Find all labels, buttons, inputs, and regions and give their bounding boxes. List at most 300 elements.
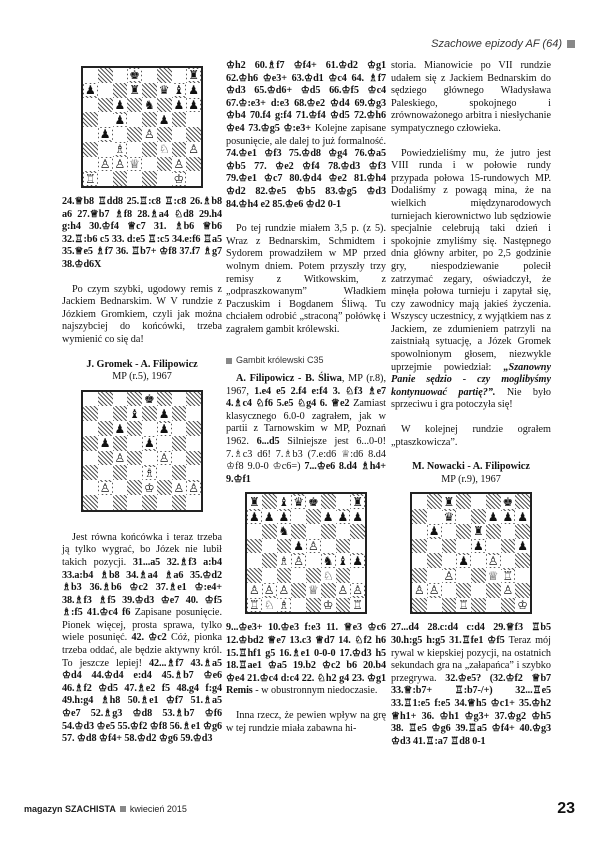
text-run: Teraz mój rywal w kiepskiej pozycji, na ostatnich sekundach gra na „załapańca” i szybko przegrywa. <box>391 635 551 684</box>
board-square <box>157 495 172 510</box>
board-square <box>321 568 336 583</box>
board-square <box>157 83 172 98</box>
board-square <box>427 583 442 598</box>
board-square <box>83 436 98 451</box>
black-king-icon: ♚ <box>307 494 319 509</box>
board-square <box>83 157 98 172</box>
black-knight-icon: ♞ <box>322 553 334 568</box>
board-square <box>113 68 128 83</box>
board-square <box>186 451 201 466</box>
board-square <box>113 127 128 142</box>
board-square <box>172 98 187 113</box>
board-square <box>186 171 201 186</box>
board-square <box>471 598 486 613</box>
board-square <box>456 494 471 509</box>
board-square <box>427 509 442 524</box>
board-square <box>113 465 128 480</box>
board-square <box>486 553 501 568</box>
paragraph <box>62 532 222 746</box>
board-square <box>83 171 98 186</box>
board-square <box>172 68 187 83</box>
board-square <box>471 524 486 539</box>
board-square <box>291 568 306 583</box>
moves: 42...♗f7 43.♗a5 ♔d4 44.♔d4 e:d4 45.♗b7 ♔e6 46.♗f2 ♔d5 47.♗e2 f5 48.g4 f:g4 49.h:g4 ♗h8 50.♗e1 ♔f7 51.♗a5 ♔e7 52.♗g3 ♔d8 53.♗b7 ♔f6 54.♔d3 ♔e5 55.♔f2 ♔f8 56.♗e1 ♔g6 57. ♔d8 ♔f4+ 58.♔d2 ♔g6 59.♔d3 <box>62 657 223 745</box>
board-square <box>486 524 501 539</box>
board-square <box>172 157 187 172</box>
moves: 27...d4 28.c:d4 c:d4 29.♕f3 ♖b5 30.h:g5 h:g5 31.♖fe1 ♔f5 <box>391 622 551 646</box>
black-rook-icon: ♜ <box>352 494 363 509</box>
board-square <box>321 524 336 539</box>
black-pawn-icon: ♟ <box>99 436 111 451</box>
white-bishop-icon: ♗ <box>278 553 290 568</box>
board-square <box>172 495 187 510</box>
board-square <box>306 524 321 539</box>
board-square <box>262 598 277 613</box>
board-square <box>172 83 187 98</box>
white-rook-icon: ♖ <box>84 171 96 186</box>
result: Remis <box>226 685 253 697</box>
white-pawn-icon: ♙ <box>428 583 440 598</box>
board-square <box>113 171 128 186</box>
board-square <box>142 480 157 495</box>
board-square <box>291 524 306 539</box>
board-square <box>412 524 427 539</box>
board-square <box>350 524 365 539</box>
board-square <box>262 553 277 568</box>
paragraph: Po czym szybki, ugodowy remis z Jackiem Bednarskim. W V rundzie z Józkiem Gromkiem, czyli jak można najszybciej do końcówki, trzeba wymienić co się da! <box>62 283 222 345</box>
black-rook-icon: ♜ <box>443 494 455 509</box>
black-pawn-icon: ♟ <box>517 539 528 554</box>
black-pawn-icon: ♟ <box>99 127 111 142</box>
black-pawn-icon: ♟ <box>173 97 185 112</box>
board-square <box>157 171 172 186</box>
board-square <box>262 539 277 554</box>
board-square <box>113 142 128 157</box>
board-square <box>247 598 262 613</box>
board-square <box>172 127 187 142</box>
white-rook-icon: ♖ <box>352 598 363 613</box>
board-square <box>98 112 113 127</box>
board-square <box>350 553 365 568</box>
white-pawn-icon: ♙ <box>248 583 260 598</box>
board-square <box>306 583 321 598</box>
board-square <box>98 98 113 113</box>
black-pawn-icon: ♟ <box>293 539 304 554</box>
board-square <box>83 127 98 142</box>
black-pawn-icon: ♟ <box>352 509 363 524</box>
board-square <box>186 465 201 480</box>
board-square <box>142 157 157 172</box>
board-square <box>291 583 306 598</box>
white-rook-icon: ♖ <box>458 598 469 613</box>
board-square <box>291 509 306 524</box>
white-pawn-icon: ♙ <box>413 583 425 598</box>
white-pawn-icon: ♙ <box>263 583 275 598</box>
board-square <box>277 524 292 539</box>
board-square <box>172 436 187 451</box>
white-knight-icon: ♘ <box>322 568 334 583</box>
board-square <box>113 495 128 510</box>
board-square <box>98 392 113 407</box>
board-square <box>515 568 530 583</box>
white-pawn-icon: ♙ <box>487 553 499 568</box>
board-square <box>515 539 530 554</box>
board-square <box>172 451 187 466</box>
board-square <box>247 553 262 568</box>
board-square <box>277 598 292 613</box>
board-square <box>277 509 292 524</box>
board-square <box>321 583 336 598</box>
board-square <box>186 142 201 157</box>
board-square <box>306 568 321 583</box>
board-square <box>486 568 501 583</box>
board-square <box>172 142 187 157</box>
board-square <box>515 598 530 613</box>
page-footer <box>24 800 575 818</box>
chess-diagram-4 <box>410 492 532 614</box>
board-square <box>83 495 98 510</box>
board-square <box>127 406 142 421</box>
text-run: - w obustronnym niedoczasie. <box>255 685 378 697</box>
moves: 31...a5 32.♗f3 a:b4 33.a:b4 ♗b8 34.♗a4 ♗a6 35.♔d2 ♗b3 36.♗b6 ♔c2 37.♗e1 ♔:e4+ 38.♗f3 ♗f5 39.♔d3 ♔e7 40. ♔f5 ♗:f5 41.♔c4 f6 <box>62 556 222 619</box>
board-square <box>157 98 172 113</box>
white-queen-icon: ♕ <box>487 568 499 583</box>
board-square <box>98 142 113 157</box>
board-square <box>456 583 471 598</box>
board-square <box>442 553 457 568</box>
board-square <box>350 509 365 524</box>
board-square <box>172 480 187 495</box>
board-square <box>127 495 142 510</box>
board-square <box>98 421 113 436</box>
board-square <box>142 421 157 436</box>
board-square <box>456 509 471 524</box>
board-square <box>186 83 201 98</box>
board-square <box>291 553 306 568</box>
white-pawn-icon: ♙ <box>278 583 290 598</box>
white-queen-icon: ♕ <box>129 156 140 171</box>
board-square <box>306 539 321 554</box>
board-square <box>127 480 142 495</box>
board-square <box>291 494 306 509</box>
board-square <box>172 421 187 436</box>
board-square <box>412 568 427 583</box>
text-run: Kolejne zapisane posunięcie, ale dalej to już formalność. <box>226 122 387 147</box>
white-king-icon: ♔ <box>517 598 528 613</box>
game-title: A. Filipowicz - B. Śliwa <box>236 373 342 385</box>
white-pawn-icon: ♙ <box>173 156 185 171</box>
board-square <box>321 598 336 613</box>
board-square <box>113 392 128 407</box>
board-square <box>486 583 501 598</box>
white-pawn-icon: ♙ <box>337 583 349 598</box>
board-square <box>515 509 530 524</box>
black-rook-icon: ♜ <box>188 68 199 83</box>
board-square <box>127 157 142 172</box>
board-square <box>113 406 128 421</box>
board-square <box>127 421 142 436</box>
page-number: 23 <box>557 800 575 817</box>
white-pawn-icon: ♙ <box>188 142 199 157</box>
chess-diagram-3 <box>245 492 367 614</box>
board-square <box>262 524 277 539</box>
black-queen-icon: ♛ <box>293 494 304 509</box>
black-pawn-icon: ♟ <box>472 539 484 554</box>
board-square <box>471 553 486 568</box>
board-square <box>113 436 128 451</box>
board-square <box>142 142 157 157</box>
white-rook-icon: ♖ <box>502 568 514 583</box>
board-square <box>186 112 201 127</box>
black-pawn-icon: ♟ <box>352 553 363 568</box>
black-knight-icon: ♞ <box>278 524 290 539</box>
opening-label <box>226 354 386 367</box>
board-square <box>277 494 292 509</box>
black-pawn-icon: ♟ <box>114 421 126 436</box>
board-square <box>321 553 336 568</box>
board-square <box>127 112 142 127</box>
game-title: M. Nowacki - A. Filipowicz <box>412 461 530 473</box>
white-pawn-icon: ♙ <box>307 539 319 554</box>
board-square <box>83 112 98 127</box>
black-pawn-icon: ♟ <box>487 509 499 524</box>
board-square <box>442 583 457 598</box>
board-square <box>336 539 351 554</box>
board-square <box>306 598 321 613</box>
game-intro: MP (r.8), 1967, <box>226 373 386 397</box>
board-square <box>83 83 98 98</box>
black-king-icon: ♚ <box>143 392 155 407</box>
board-square <box>127 127 142 142</box>
board-square <box>515 553 530 568</box>
board-square <box>142 112 157 127</box>
board-square <box>98 68 113 83</box>
board-square <box>83 451 98 466</box>
board-square <box>412 539 427 554</box>
column-1 <box>62 60 222 746</box>
chess-diagram-1 <box>81 66 203 188</box>
board-square <box>501 553 516 568</box>
board-square <box>262 568 277 583</box>
board-square <box>142 392 157 407</box>
board-square <box>247 539 262 554</box>
black-pawn-icon: ♟ <box>188 97 199 112</box>
board-square <box>113 480 128 495</box>
black-bishop-icon: ♝ <box>129 406 140 421</box>
board-square <box>98 480 113 495</box>
black-pawn-icon: ♟ <box>502 509 514 524</box>
game-subtitle: MP (r.9), 1967 <box>441 473 501 485</box>
board-square <box>127 98 142 113</box>
white-pawn-icon: ♙ <box>99 480 111 495</box>
moves: 42. ♔c2 <box>131 632 167 644</box>
board-square <box>442 509 457 524</box>
header-square-icon <box>567 40 575 48</box>
black-queen-icon: ♛ <box>158 83 170 98</box>
board-square <box>157 436 172 451</box>
board-square <box>321 509 336 524</box>
board-square <box>277 539 292 554</box>
board-square <box>113 157 128 172</box>
white-bishop-icon: ♗ <box>278 598 290 613</box>
board-square <box>471 494 486 509</box>
white-pawn-icon: ♙ <box>293 553 304 568</box>
board-square <box>186 392 201 407</box>
board-square <box>427 598 442 613</box>
board-square <box>186 68 201 83</box>
board-square <box>442 539 457 554</box>
board-square <box>127 68 142 83</box>
opening-square-icon <box>226 358 232 364</box>
board-square <box>172 112 187 127</box>
black-pawn-icon: ♟ <box>158 421 170 436</box>
moves: ♔h2 60.♗f7 ♔f4+ 61.♔d2 ♔g1 62.♔h6 ♔e3+ 63.♔d1 ♔c4 64. ♗f7 ♔d3 65.♔d6+ ♔d5 66.♔f5 ♔c4 67.♔:e3+ d:e3 68.♔e2 ♔d4 69.♔g3 ♔b4 70.f4 g:f4 71.♔f4 ♔d5 72.♔h6 ♔e4 73.♔g5 ♔:e3+ <box>226 60 386 134</box>
board-square <box>412 598 427 613</box>
moves: 9...♔e3+ 10.♔e3 f:e3 11. ♕e3 ♔c6 12.♔bd2 ♕e7 13.c3 ♕d7 14. ♘f2 h6 15.♖hf1 g5 16.♗e1 0-0-0 17.♔d3 h5 18.♖ae1 ♔a5 19.b2 ♔c2 b6 20.b4 ♔e4 21.♔c4 d:c4 22. ♘h2 g4 23. ♔g1 <box>226 622 386 684</box>
board-square <box>142 171 157 186</box>
white-bishop-icon: ♗ <box>143 465 155 480</box>
board-square <box>350 539 365 554</box>
board-square <box>127 171 142 186</box>
issue-date: kwiecień 2015 <box>129 804 187 814</box>
board-square <box>306 494 321 509</box>
board-square <box>262 509 277 524</box>
board-square <box>471 509 486 524</box>
board-square <box>336 583 351 598</box>
board-square <box>186 421 201 436</box>
paragraph: W kolejnej rundzie ograłem „ptaszkowicza”. <box>391 424 551 448</box>
board-square <box>336 494 351 509</box>
white-pawn-icon: ♙ <box>173 480 185 495</box>
board-square <box>515 583 530 598</box>
black-pawn-icon: ♟ <box>114 112 126 127</box>
black-bishop-icon: ♝ <box>278 494 290 509</box>
black-bishop-icon: ♝ <box>173 83 185 98</box>
column-3 <box>391 60 551 748</box>
board-square <box>247 524 262 539</box>
paragraph: A. Filipowicz - B. Śliwa, MP (r.8), 1967, 1.e4 e5 2.f4 e:f4 3. ♘f3 ♗e7 4.♗c4 ♘f6 5.e5 ♘g4 6. ♕e2 Zamiast klasycznego 6.0-0 zagrałem, jak w partii z Tarnowskim w MP, Poznań 1962. 6...d5 Silniejsze jest 6...0-0! 7.♗c3 d6! 7.♗b3 (7.e:d6 ♕:d6 8.d4 ♔f8 9.0-0 ♔c6=) 7...♔e6 8.d4 ♗h4+ 9.♔f1 <box>226 373 387 485</box>
board-square <box>98 465 113 480</box>
board-square <box>412 553 427 568</box>
board-square <box>98 127 113 142</box>
paragraph <box>226 622 386 698</box>
board-square <box>142 83 157 98</box>
black-pawn-icon: ♟ <box>263 509 275 524</box>
moves: 24.♕b8 ♖dd8 25.♖:c8 ♖:c8 26.♗b8 a6 27.♕b7 ♗f8 28.♗a4 ♘d8 29.h4 g:h4 30.♔f4 ♕c7 31. ♗b6 ♕b6 32.♖:b6 c5 33. d:e5 ♖:c5 34.e:f6 ♖a5 35.♕e5 ♗f7 36. ♖b7+ ♔f8 37.f7 ♗g7 38.♔d6X <box>62 196 222 270</box>
column-2 <box>226 60 386 735</box>
board-square <box>412 509 427 524</box>
board-square <box>83 465 98 480</box>
board-square <box>501 598 516 613</box>
board-square <box>456 553 471 568</box>
board-square <box>442 494 457 509</box>
board-square <box>142 451 157 466</box>
board-square <box>172 171 187 186</box>
board-square <box>157 421 172 436</box>
board-square <box>471 568 486 583</box>
black-knight-icon: ♞ <box>143 97 155 112</box>
moves: 7...♔e6 8.d4 ♗h4+ 9.♔f1 <box>226 461 386 485</box>
board-square <box>157 68 172 83</box>
opening-text: Gambit królewski C35 <box>236 355 324 366</box>
board-square <box>427 539 442 554</box>
board-square <box>247 568 262 583</box>
white-pawn-icon: ♙ <box>114 156 126 171</box>
board-square <box>142 465 157 480</box>
text-run: Zamiast klasycznego 6.0-0 zagrałem, jak w partii z Tarnowskim w MP, Poznań 1962. <box>226 398 386 448</box>
moves: 32.♔e5? (32.♔f2 ♕b7 33.♕:b7+ ♖:b7-/+) 32...♖e5 33.♖1:e5 f:e5 34.♕h5 ♔c1+ 35.♔h2 ♕h1+ 36. ♔h1 ♔g3+ 37.♔g2 ♔h5 38. ♖e5 ♔g6 39.♖a5 ♔f4+ 40.♔g3 ♔d3 41.♖:a7 ♖d8 0-1 <box>391 672 551 747</box>
board-square <box>157 112 172 127</box>
board-square <box>456 524 471 539</box>
board-square <box>157 127 172 142</box>
black-bishop-icon: ♝ <box>337 553 349 568</box>
white-pawn-icon: ♙ <box>502 583 514 598</box>
paragraph: Po tej rundzie miałem 3,5 p. (z 5). Wraz z Bednarskim, Schmidtem i Sydorem prowadziłem w MP przed wolnym dniem. Potem przyszły trzy remisy z Witkowskim, z „odpraszkowanym” Władkiem Paczuskim i Bogdanem Śliwą. Tu chciałem odrobić „straconą” połówkę i zagrałem gambit królewski. <box>226 223 386 335</box>
black-pawn-icon: ♟ <box>158 406 170 421</box>
board-square <box>157 142 172 157</box>
black-pawn-icon: ♟ <box>428 524 440 539</box>
black-rook-icon: ♜ <box>472 524 484 539</box>
board-square <box>127 83 142 98</box>
board-square <box>186 127 201 142</box>
board-square <box>486 494 501 509</box>
board-square <box>515 524 530 539</box>
board-square <box>98 83 113 98</box>
white-pawn-icon: ♙ <box>188 480 199 495</box>
white-knight-icon: ♘ <box>158 142 170 157</box>
black-rook-icon: ♜ <box>248 494 260 509</box>
board-square <box>501 568 516 583</box>
board-square <box>98 495 113 510</box>
quote: „Szanowny Panie sędzio - czy moglibyśmy kontynuować partię?”. <box>391 361 551 398</box>
black-pawn-icon: ♟ <box>114 97 126 112</box>
board-square <box>113 98 128 113</box>
board-square <box>83 421 98 436</box>
white-knight-icon: ♘ <box>263 598 275 613</box>
board-square <box>427 524 442 539</box>
footer-square-icon <box>120 806 126 812</box>
board-square <box>501 494 516 509</box>
board-square <box>456 598 471 613</box>
board-square <box>186 480 201 495</box>
board-square <box>98 451 113 466</box>
board-square <box>247 583 262 598</box>
black-pawn-icon: ♟ <box>517 509 528 524</box>
black-pawn-icon: ♟ <box>337 509 349 524</box>
board-square <box>501 509 516 524</box>
paragraph <box>226 60 386 211</box>
board-square <box>113 451 128 466</box>
board-square <box>83 480 98 495</box>
board-square <box>157 451 172 466</box>
board-square <box>83 392 98 407</box>
board-square <box>83 406 98 421</box>
text-run: Silniejsze jest 6...0-0! 7.♗c3 d6! 7.♗b3 (7.e:d6 ♕:d6 8.d4 ♔f8 9.0-0 ♔c6=) <box>226 436 387 473</box>
board-square <box>336 568 351 583</box>
moves: 1.e4 e5 2.f4 e:f4 3. ♘f3 ♗e7 4.♗c4 ♘f6 5.e5 ♘g4 6. ♕e2 <box>226 385 387 410</box>
board-square <box>186 406 201 421</box>
board-square <box>186 157 201 172</box>
board-square <box>157 406 172 421</box>
board-square <box>471 583 486 598</box>
board-square <box>98 171 113 186</box>
board-square <box>172 392 187 407</box>
black-queen-icon: ♛ <box>443 509 455 524</box>
moves: 6...d5 <box>256 436 280 448</box>
board-square <box>456 568 471 583</box>
white-rook-icon: ♖ <box>248 598 260 613</box>
black-pawn-icon: ♟ <box>322 509 334 524</box>
